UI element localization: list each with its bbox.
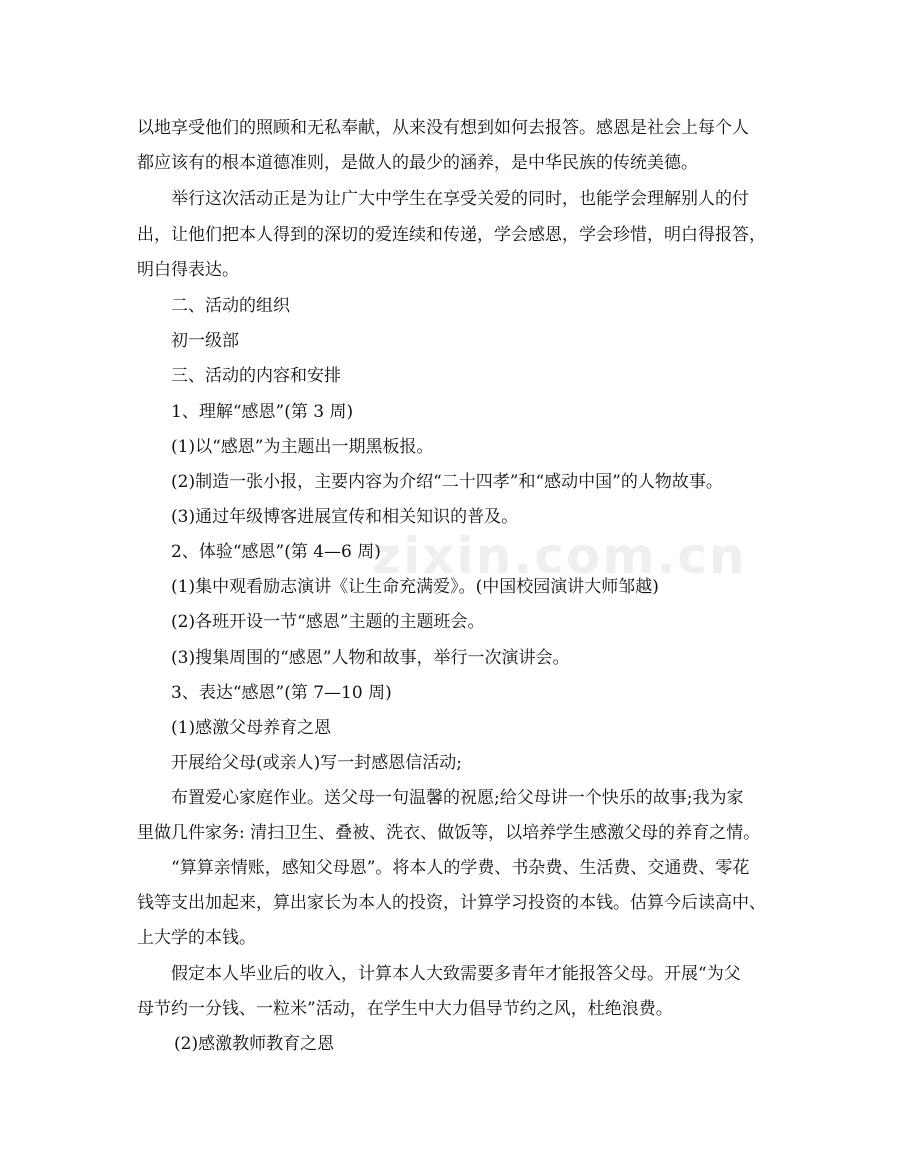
list-item: (3)通过年级博客进展宣传和相关知识的普及。 xyxy=(171,507,519,527)
list-item: (2)制造一张小报，主要内容为介绍“二十四孝”和“感动中国”的人物故事。 xyxy=(171,472,723,492)
paragraph-line: 母节约一分钱、一粒米”活动，在学生中大力倡导节约之风，杜绝浪费。 xyxy=(137,999,673,1019)
paragraph-line: 开展给父母(或亲人)写一封感恩信活动; xyxy=(171,753,462,773)
paragraph-line: 举行这次活动正是为让广大中学生在享受关爱的同时，也能学会理解别人的付 xyxy=(171,189,749,209)
paragraph-line: 初一级部 xyxy=(171,331,239,351)
paragraph-line: 钱等支出加起来，算出家长为本人的投资，计算学习投资的本钱。估算今后读高中、 xyxy=(137,893,766,913)
paragraph-line: 布置爱心家庭作业。送父母一句温馨的祝愿;给父母讲一个快乐的故事;我为家 xyxy=(171,788,744,808)
paragraph-line: 假定本人毕业后的收入，计算本人大致需要多青年才能报答父母。开展“为父 xyxy=(171,964,741,984)
paragraph-line: 上大学的本钱。 xyxy=(137,928,256,948)
list-item: (2)各班开设一节“感恩”主题的主题班会。 xyxy=(171,612,485,632)
watermark: zixin.com.cn xyxy=(372,527,747,585)
subsection-heading: 3、表达“感恩”(第 7—10 周) xyxy=(171,683,392,703)
paragraph-line: 里做几件家务: 清扫卫生、叠被、洗衣、做饭等，以培养学生感激父母的养育之情。 xyxy=(137,823,761,843)
subsection-heading: 1、理解“感恩”(第 3 周) xyxy=(171,402,354,422)
list-item: (1)集中观看励志演讲《让生命充满爱》。(中国校园演讲大师邹越) xyxy=(171,577,659,597)
list-item: (1)以“感恩”为主题出一期黑板报。 xyxy=(171,437,434,457)
list-item: (3)搜集周围的“感恩”人物和故事，举行一次演讲会。 xyxy=(171,648,570,668)
paragraph-line: 明白得表达。 xyxy=(137,260,239,280)
paragraph-line: 以地享受他们的照顾和无私奉献，从来没有想到如何去报答。感恩是社会上每个人 xyxy=(137,118,749,138)
paragraph-line: 出，让他们把本人得到的深切的爱连续和传递，学会感恩，学会珍惜，明白得报答， xyxy=(137,225,766,245)
paragraph-line: 都应该有的根本道德准则，是做人的最少的涵养，是中华民族的传统美德。 xyxy=(137,153,698,173)
list-item: (2)感激教师教育之恩 xyxy=(174,1034,335,1054)
list-item: (1)感激父母养育之恩 xyxy=(171,718,332,738)
section-heading: 三、活动的内容和安排 xyxy=(171,366,341,386)
subsection-heading: 2、体验“感恩”(第 4—6 周) xyxy=(171,542,381,562)
section-heading: 二、活动的组织 xyxy=(171,296,290,316)
paragraph-line: “算算亲情账，感知父母恩”。将本人的学费、书杂费、生活费、交通费、零花 xyxy=(171,858,750,878)
